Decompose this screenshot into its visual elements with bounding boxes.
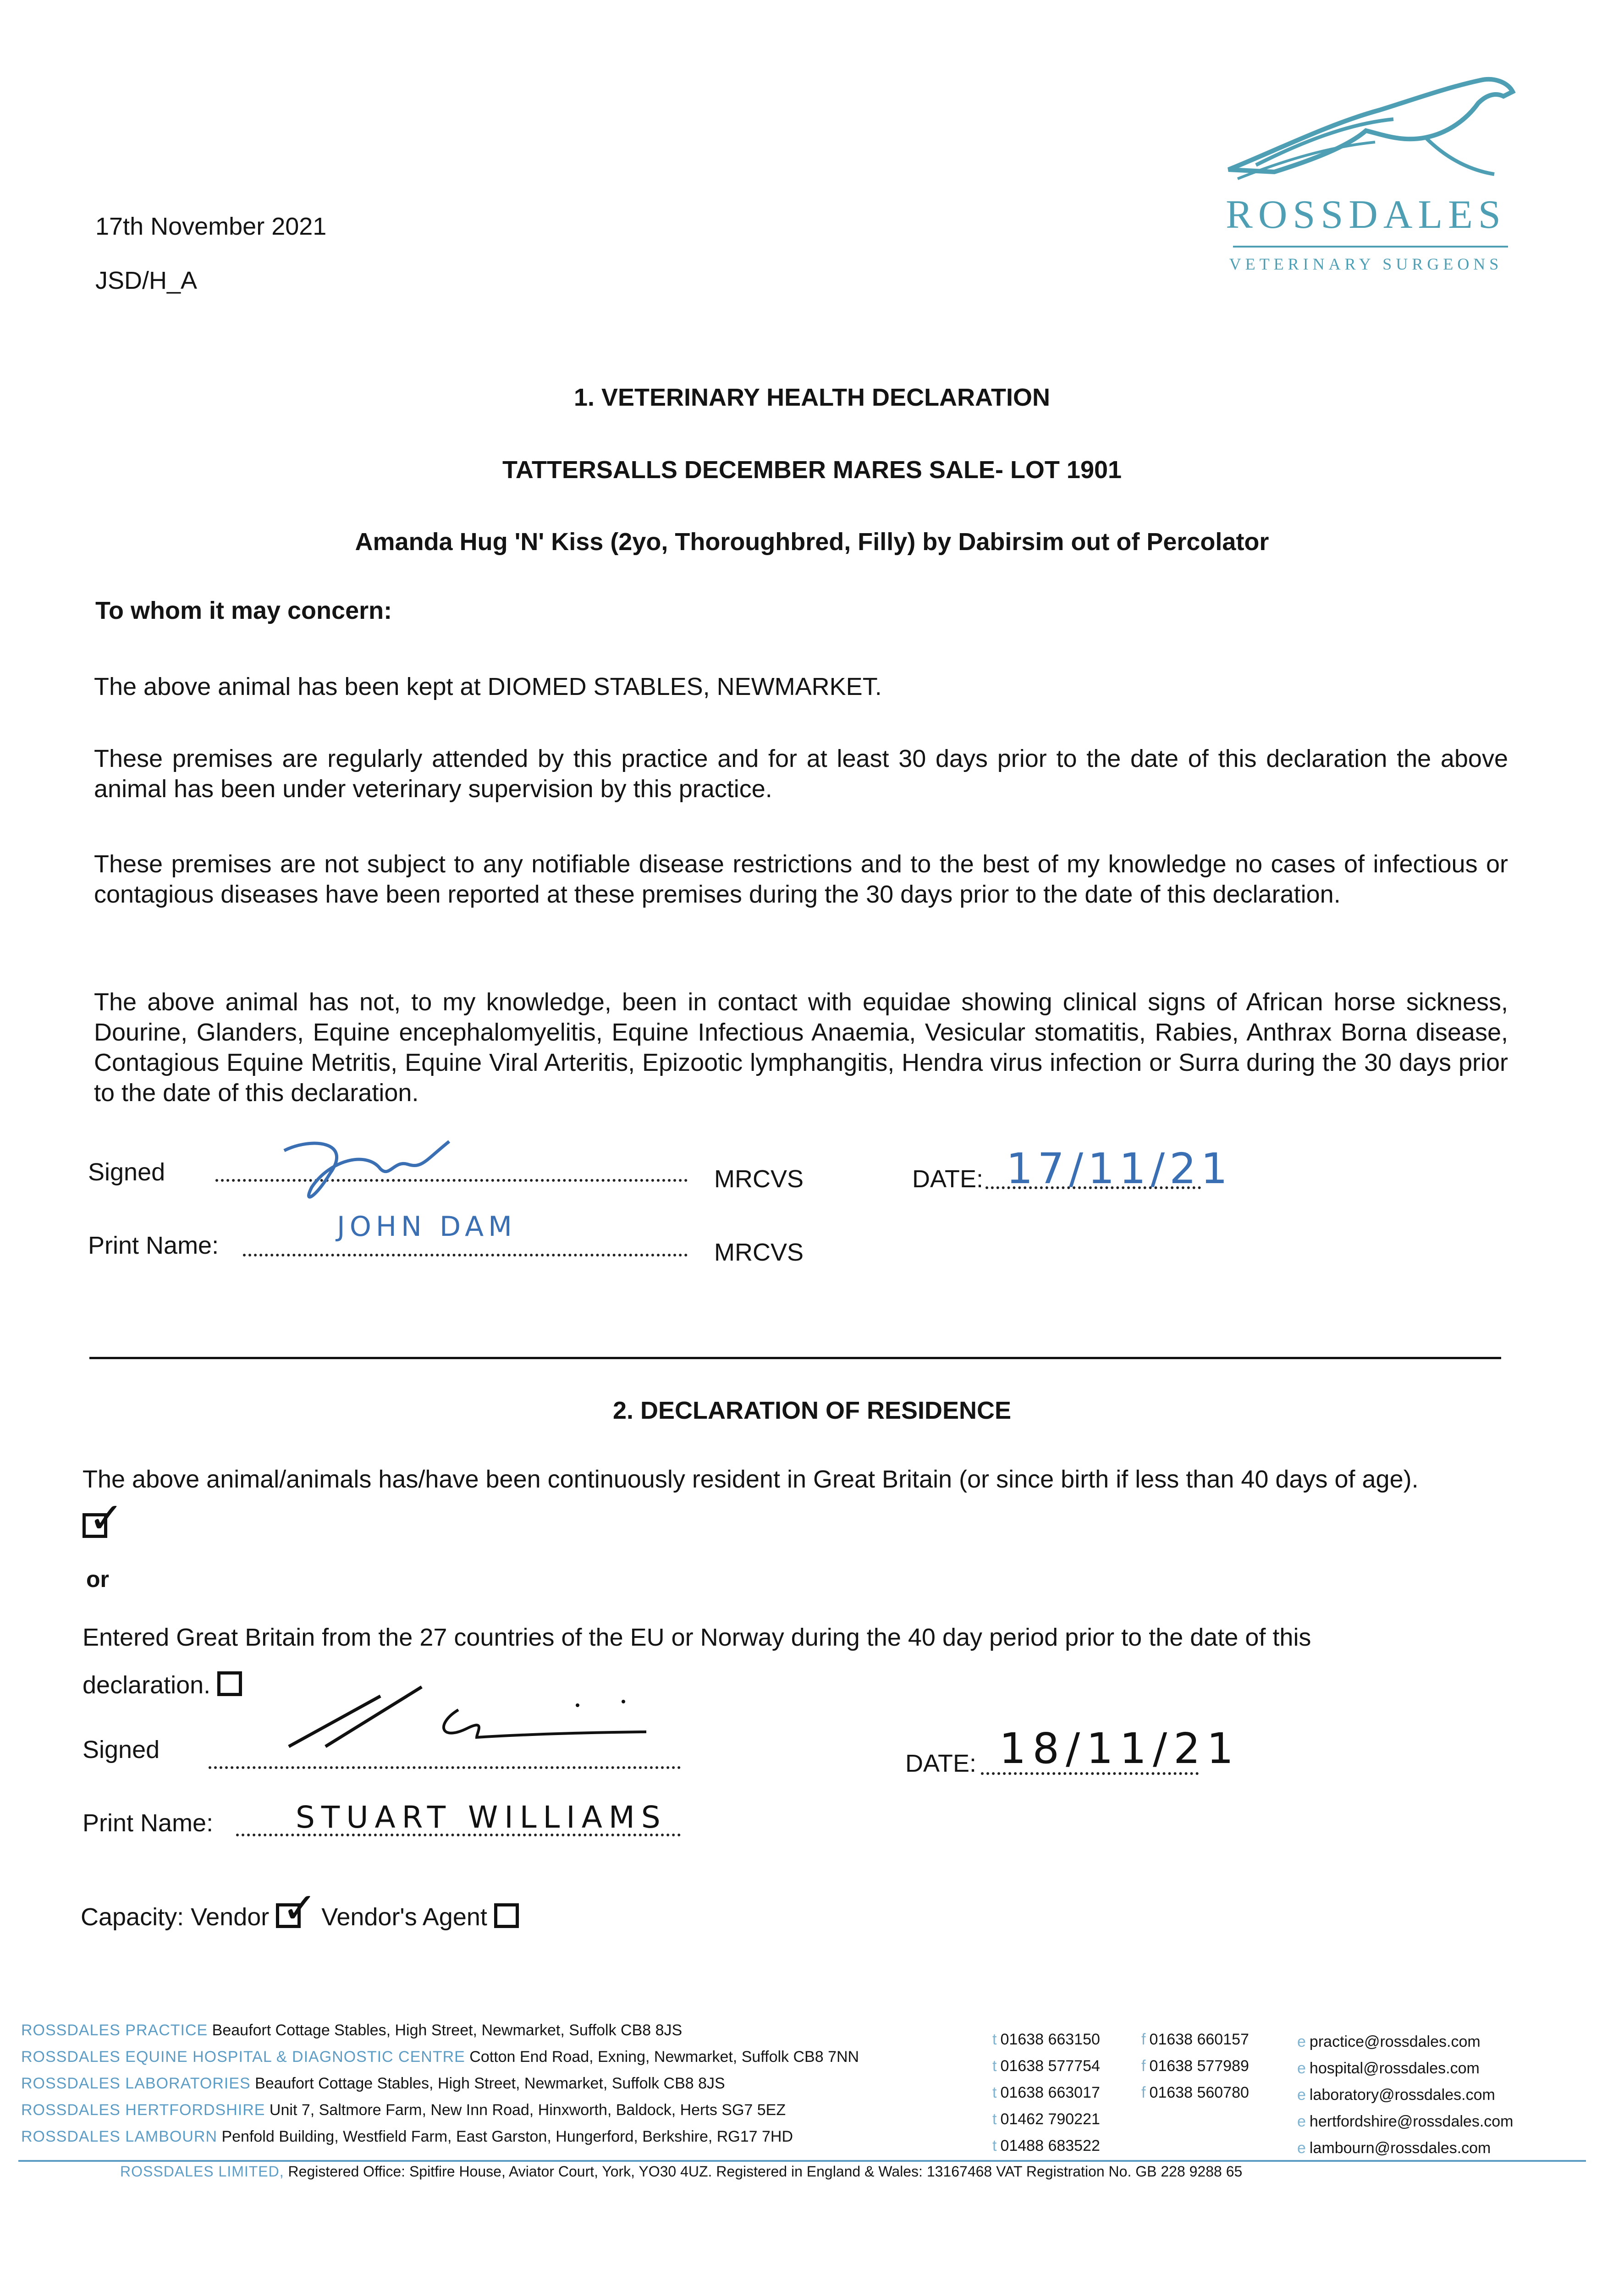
footer-branch: ROSSDALES EQUINE HOSPITAL & DIAGNOSTIC CENTRE Cotton End Road, Exning, Newmarket, Suffolk CB8 7NN [21,2048,859,2066]
footer-phone-list: t 01638 663150 t 01638 577754 t 01638 663017 t 01462 790221 t 01488 683522 [992,2031,1100,2154]
vendor-checkbox[interactable] [276,1884,318,1933]
footer-fax-list: f 01638 660157 f 01638 577989 f 01638 560780 [1141,2031,1249,2101]
footer-branch-list [21,2017,859,2150]
checkmark-icon: ✓ [88,1493,124,1543]
footer-fax: 01638 577989 [1149,2057,1249,2075]
vet-mrcvs-label-2: MRCVS [714,1239,804,1266]
vet-signed-label: Signed [88,1158,165,1186]
footer-email[interactable]: hospital@rossdales.com [1309,2060,1480,2077]
section1-paragraph-3: These premises are not subject to any notifiable disease restrictions and to the best of my knowledge no cases of infectious or contagious diseases have been reported at these premises during the 30 days prior to the date of this declaration. [94,850,1508,908]
footer-branch: ROSSDALES LAMBOURN Penfold Building, Westfield Farm, East Garston, Hungerford, Berkshire, RG17 7HD [21,2128,793,2145]
section-divider [89,1357,1501,1359]
vet-date-value: 17/11/21 [1006,1144,1233,1193]
sale-title: TATTERSALLS DECEMBER MARES SALE- LOT 1901 [502,456,1122,484]
owner-signature [284,1678,651,1751]
section1-paragraph-2: These premises are regularly attended by this practice and for at least 30 days prior to the date of this declaration the above animal has been under veterinary supervision by this practice. [94,745,1508,803]
vet-print-name-line [243,1254,688,1256]
vendors-agent-checkbox[interactable] [494,1903,519,1928]
footer-fax: 01638 660157 [1149,2031,1249,2048]
footer-email[interactable]: lambourn@rossdales.com [1309,2139,1491,2157]
vet-print-name-value: JOHN DAM [337,1211,517,1243]
brand-subtitle: VETERINARY SURGEONS [1229,255,1503,273]
section1-paragraph-4: The above animal has not, to my knowledge, been in contact with equidae showing clinical signs of African horse sickness, Dourine, Glanders, Equine encephalomyelitis, Equine Infectious Anaemia, Vesicular stomatitis, Rabies, Anthrax Borna disease, Contagious Equine Metritis, Equine Viral Arteritis, Epizootic lymphangitis, Hendra virus infection or Surra during the 30 days prior to the date of this declaration. [94,988,1508,1107]
residence-text: The above animal/animals has/have been continuously resident in Great Britain (or since birth if less than 40 days of age). [83,1466,1419,1493]
entered-text: Entered Great Britain from the 27 countries of the EU or Norway during the 40 day period prior to the date of this declaration. [83,1624,1311,1699]
footer-limited-text: Registered Office: Spitfire House, Aviator Court, York, YO30 4UZ. Registered in England & Wales: 13167468 VAT Registration No. GB 228 9288 65 [288,2163,1243,2180]
footer-email[interactable]: hertfordshire@rossdales.com [1309,2113,1514,2130]
footer-branch: ROSSDALES HERTFORDSHIRE Unit 7, Saltmore Farm, New Inn Road, Hinxworth, Baldock, Herts SG7 5EZ [21,2101,786,2119]
owner-signature-line [209,1766,681,1769]
owner-date-label: DATE: [905,1750,977,1777]
footer-limited-org: ROSSDALES LIMITED, [120,2163,284,2180]
owner-date-value: 18/11/21 [999,1724,1240,1773]
owner-signed-label: Signed [83,1736,160,1763]
footer-phone: 01488 683522 [1000,2137,1100,2154]
section2-paragraph-1 [83,1455,1421,1551]
section1-paragraph-1: The above animal has been kept at DIOMED STABLES, NEWMARKET. [94,673,882,700]
vet-signature [275,1132,486,1210]
brand-rule [1233,246,1508,248]
entered-checkbox[interactable] [217,1671,242,1696]
footer-phone: 01638 663017 [1000,2084,1100,2101]
footer-phone: 01638 663150 [1000,2031,1100,2048]
footer-phone: 01638 577754 [1000,2057,1100,2075]
salutation: To whom it may concern: [95,597,392,624]
section2-paragraph-2 [83,1614,1421,1709]
capacity-label: Capacity: Vendor [81,1903,270,1931]
footer-email-list: e practice@rossdales.com e hospital@rossdales.com e laboratory@rossdales.com e hertfordshire@rossdales.com e lambourn@rossdales.com [1297,2033,1514,2157]
footer-branch: ROSSDALES PRACTICE Beaufort Cottage Stables, High Street, Newmarket, Suffolk CB8 8JS [21,2022,683,2039]
section2-heading: 2. DECLARATION OF RESIDENCE [612,1397,1012,1424]
vet-print-name-label: Print Name: [88,1232,219,1259]
owner-print-name-value: STUART WILLIAMS [296,1800,667,1835]
footer-email[interactable]: laboratory@rossdales.com [1309,2086,1495,2104]
vet-mrcvs-label: MRCVS [714,1165,804,1193]
footer-registration [120,2158,1242,2185]
footer-email[interactable]: practice@rossdales.com [1309,2033,1481,2050]
letter-reference: JSD/H_A [95,267,198,294]
footer-branch: ROSSDALES LABORATORIES Beaufort Cottage Stables, High Street, Newmarket, Suffolk CB8 8JS [21,2075,725,2092]
brand-name: ROSSDALES [1226,193,1506,237]
checkmark-icon: ✓ [282,1884,318,1933]
resident-checkbox[interactable] [83,1493,124,1543]
rossdales-horse-logo [1210,55,1522,193]
section1-heading: 1. VETERINARY HEALTH DECLARATION [573,384,1051,411]
footer-fax: 01638 560780 [1149,2084,1249,2101]
vendors-agent-label: Vendor's Agent [321,1903,487,1931]
or-label: or [86,1566,109,1592]
footer-phone: 01462 790221 [1000,2110,1100,2128]
owner-print-name-label: Print Name: [83,1809,214,1837]
capacity-row [81,1884,519,1933]
vet-date-label: DATE: [912,1165,984,1193]
horse-line: Amanda Hug 'N' Kiss (2yo, Thoroughbred, Filly) by Dabirsim out of Percolator [355,528,1269,556]
letter-date: 17th November 2021 [95,213,327,240]
